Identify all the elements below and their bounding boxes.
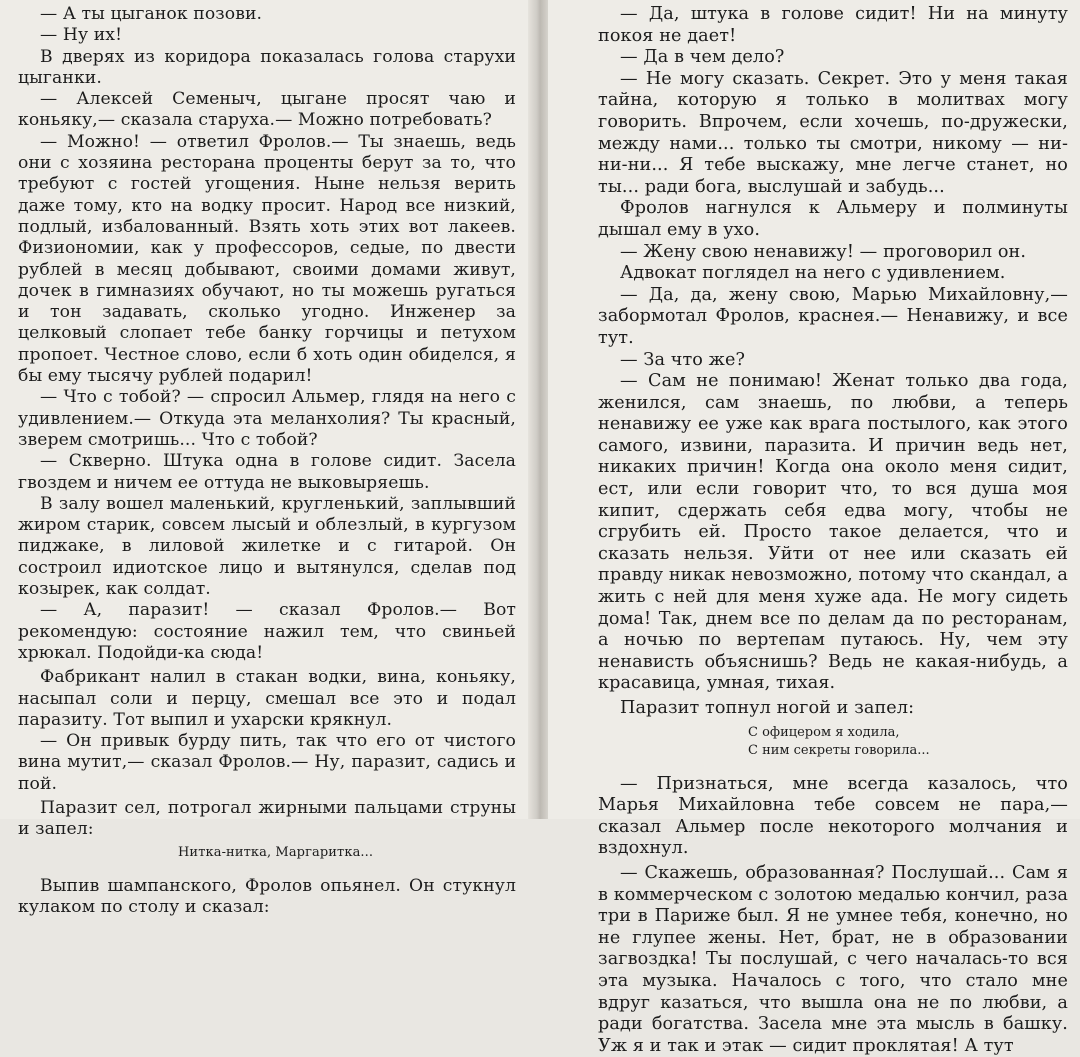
song-verse: Нитка-нитка, Маргаритка...: [178, 844, 374, 860]
paragraph: — Да, штука в голове сидит! Ни на минуту покоя не дает!: [598, 4, 1068, 46]
paragraph: Выпив шампанского, Фролов опьянел. Он стукнул кулаком по столу и сказал:: [18, 875, 516, 917]
paragraph: Паразит топнул ногой и запел:: [620, 698, 915, 718]
right-page: [548, 0, 1080, 1056]
paragraph: — Признаться, мне всегда казалось, что Марья Михайловна тебе совсем не пара,— сказал Альмер после некоторого молчания и вздохнул.: [598, 773, 1068, 859]
left-page: [0, 0, 530, 917]
paragraph: — Да в чем дело?: [620, 47, 785, 68]
paragraph: — Сам не понимаю! Женат только два года, женился, сам знаешь, по любви, а теперь ненавижу ее уже как врага постылого, как этого самого, извини, паразита. И причин ведь нет, никаких причин! Когда она около меня сидит, ест, или если говорит что, то вся душа моя кипит, сдержать себя едва могу, чтобы не сгрубить ей. Просто такое делается, что и сказать нельзя. Уйти от нее или сказать ей правду никак невозможно, потому что скандал, а жить с ней для меня хуже ада. Не могу сидеть дома! Так, днем все по делам да по ресторанам, а ночью по вертепам путаюсь. Ну, чем эту ненависть объяснишь? Ведь не какая-нибудь, а красавица, умная, тихая.: [598, 371, 1068, 694]
book-gutter: [528, 0, 550, 819]
verse-line: С офицером я ходила,: [748, 724, 900, 740]
paragraph: В дверях из коридора показалась голова старухи цыганки.: [18, 46, 516, 88]
paragraph: — Жену свою ненавижу! — проговорил он.: [620, 241, 1027, 262]
paragraph: — Ну их!: [40, 25, 123, 46]
paragraph: — Скажешь, образованная? Послушай... Сам я в коммерческом с золотою медалью кончил, раза три в Париже был. Я не умнее тебя, конечно, но не глупее жены. Нет, брат, не в образовании загвоздка! Ты послушай, с чего началась-то вся эта музыка. Началось с того, что стало мне вдруг казаться, что вышла она не по любви, а ради богатства. Засела мне эта мысль в башку. Уж я и так и этак — сидит проклятая! А тут: [598, 862, 1068, 1056]
song-verse: [598, 724, 1068, 760]
paragraph: — Алексей Семеныч, цыгане просят чаю и коньяку,— сказала старуха.— Можно потребовать?: [18, 89, 516, 131]
paragraph: Фабрикант налил в стакан водки, вина, коньяку, насыпал соли и перцу, смешал все это и подал паразиту. Тот выпил и ухарски крякнул.: [18, 667, 516, 730]
paragraph: — Он привык бурду пить, так что его от чистого вина мутит,— сказал Фролов.— Ну, паразит, садись и пой.: [18, 731, 516, 794]
paragraph: — А ты цыганок позови.: [40, 4, 263, 24]
paragraph: Паразит сел, потрогал жирными пальцами струны и запел:: [18, 797, 516, 840]
paragraph: В залу вошел маленький, кругленький, заплывший жиром старик, совсем лысый и облезлый, в кургузом пиджаке, в лиловой жилетке и с гитарой. Он состроил идиотское лицо и вытянулся, сделав под козырек, как солдат.: [18, 493, 516, 600]
paragraph: — Скверно. Штука одна в голове сидит. Засела гвоздем и ничем ее оттуда не выковыряешь.: [18, 451, 516, 493]
paragraph: — Можно! — ответил Фролов.— Ты знаешь, ведь они с хозяина ресторана проценты берут за то, что требуют с гостей угощения. Ныне нельзя верить даже тому, кто на водку просит. Народ все низкий, подлый, избалованный. Взять хоть этих вот лакеев. Физиономии, как у профессоров, седые, по двести рублей в месяц добывают, своими домами живут, дочек в гимназиях обучают, но ты можешь ругаться и тон задавать, сколько угодно. Инженер за целковый слопает тебе банку горчицы и петухом пропоет. Честное слово, если б хоть один обиделся, я бы ему тысячу рублей подарил!: [18, 131, 516, 387]
paragraph: Адвокат поглядел на него с удивлением.: [620, 263, 1006, 284]
paragraph: — Что с тобой? — спросил Альмер, глядя на него с удивлением.— Откуда эта меланхолия? Ты красный, зверем смотришь... Что с тобой?: [18, 387, 516, 450]
paragraph: — А, паразит! — сказал Фролов.— Вот рекомендую: состояние нажил тем, что свиньей хрюкал. Подойди-ка сюда!: [18, 600, 516, 663]
paragraph: — За что же?: [620, 349, 746, 370]
paragraph: — Не могу сказать. Секрет. Это у меня такая тайна, которую я только в молитвах могу говорить. Впрочем, если хочешь, по-дружески, между нами... только ты смотри, никому — ни-ни-ни... Я тебе выскажу, мне легче станет, но ты... ради бога, выслушай и забудь...: [598, 68, 1068, 197]
verse-line: С ним секреты говорила...: [748, 742, 930, 758]
paragraph: Фролов нагнулся к Альмеру и полминуты дышал ему в ухо.: [598, 198, 1068, 240]
paragraph: — Да, да, жену свою, Марью Михайловну,— забормотал Фролов, краснея.— Ненавижу, и все тут.: [598, 284, 1068, 348]
